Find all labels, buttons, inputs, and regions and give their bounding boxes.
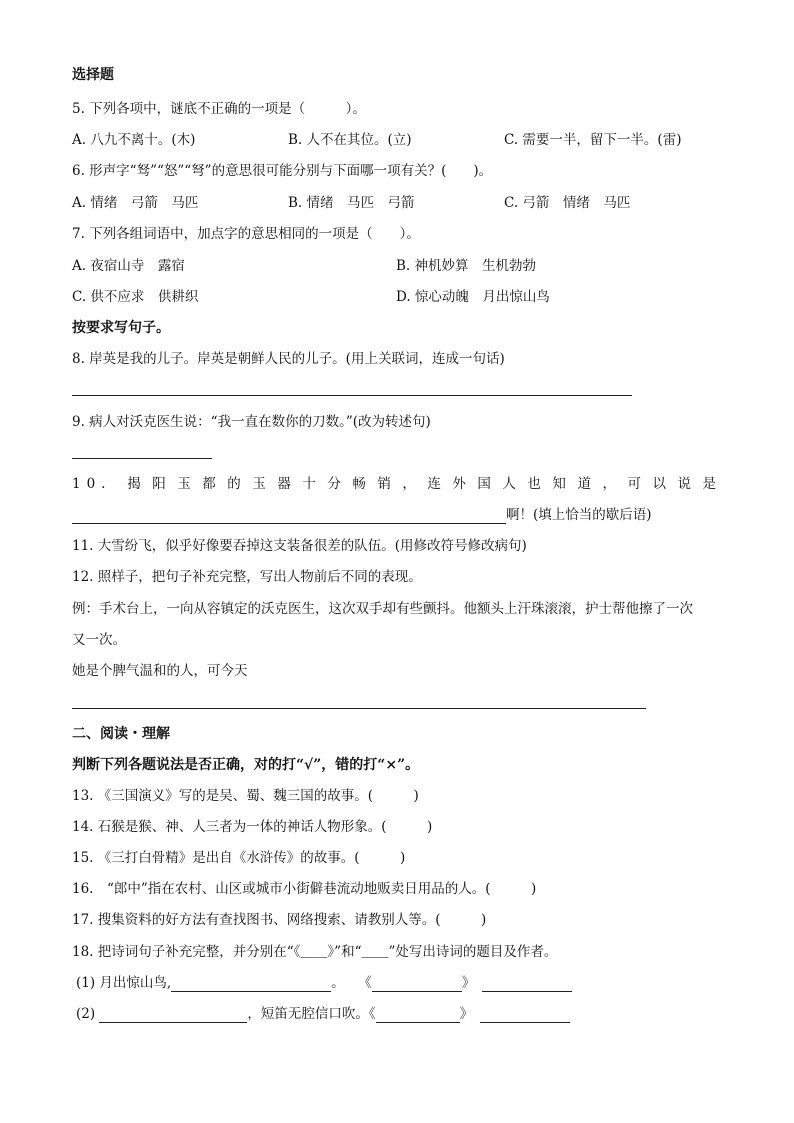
- question-14: 14. 石猴是猴、神、人三者为一体的神话人物形象。( ): [72, 819, 433, 835]
- question-18-line1-title-blank[interactable]: [372, 977, 462, 992]
- question-6-option-b: B. 情绪 马匹 弓箭: [288, 195, 415, 211]
- question-10-line: [72, 506, 652, 524]
- question-5-option-c: C. 需要一半，留下一半。(雷): [504, 132, 682, 148]
- question-18-line1-author-blank[interactable]: [482, 977, 572, 992]
- section-heading-choice: 选择题: [72, 67, 114, 83]
- question-18-line-2: [76, 1005, 570, 1023]
- question-8-answer-line[interactable]: [72, 395, 632, 396]
- question-7-option-d: D. 惊心动魄 月出惊山鸟: [396, 289, 550, 305]
- section-heading-reading: 二、阅读・理解: [72, 726, 170, 742]
- question-9-stem: 9. 病人对沃克医生说：“我一直在数你的刀数。”(改为转述句): [72, 414, 431, 430]
- question-10-answer-blank[interactable]: [72, 509, 506, 524]
- question-7-stem: 7. 下列各组词语中，加点字的意思相同的一项是（ ）。: [72, 226, 420, 242]
- question-18-line1-verse-blank[interactable]: [171, 977, 331, 992]
- question-12-example-line2: 又一次。: [72, 632, 126, 648]
- question-12-example-line1: 例：手术台上，一向从容镇定的沃克医生，这次双手却有些颤抖。他额头上汗珠滚滚，护士帮他擦了一次: [72, 601, 693, 617]
- section-instruction-judge: 判断下列各题说法是否正确，对的打“√”，错的打“×”。: [72, 757, 420, 773]
- question-6-option-a: A. 情绪 弓箭 马匹: [72, 195, 199, 211]
- question-16: 16. “郎中”指在农村、山区或城市小街僻巷流动地贩卖日用品的人。( ): [72, 881, 537, 897]
- question-18-line2-author-blank[interactable]: [480, 1008, 570, 1023]
- question-18-line2-close: 》: [459, 1006, 467, 1022]
- question-18-line1-mid: 。 《: [331, 975, 372, 991]
- question-10-stem: 10. 揭阳玉都的玉器十分畅销，连外国人也知道，可以说是: [72, 476, 722, 492]
- question-5-option-a: A. 八九不离十。(木): [72, 132, 196, 148]
- question-18-line1-text: (1) 月出惊山鸟,: [76, 975, 172, 991]
- question-8-stem: 8. 岸英是我的儿子。岸英是朝鲜人民的儿子。(用上关联词，连成一句话): [72, 351, 505, 367]
- question-12-prompt: 她是个脾气温和的人，可今天: [72, 663, 248, 679]
- question-18-line2-open: (2): [76, 1006, 96, 1022]
- question-10-tail: 啊！(填上恰当的歇后语): [506, 507, 652, 523]
- question-6-option-c: C. 弓箭 情绪 马匹: [504, 195, 631, 211]
- question-5-stem: 5. 下列各项中，谜底不正确的一项是（ ）。: [72, 101, 366, 117]
- question-7-option-a: A. 夜宿山寺 露宿: [72, 258, 185, 274]
- question-9-answer-line[interactable]: [72, 458, 212, 459]
- question-12-answer-line[interactable]: [72, 708, 646, 709]
- question-18-stem: 18. 把诗词句子补充完整，并分别在“《＿＿》”和“＿＿”处写出诗词的题目及作者。: [72, 944, 558, 960]
- question-18-line2-title-blank[interactable]: [376, 1008, 460, 1023]
- question-7-option-c: C. 供不应求 供耕织: [72, 289, 199, 305]
- question-7-option-b: B. 神机妙算 生机勃勃: [396, 258, 537, 274]
- question-17: 17. 搜集资料的好方法有查找图书、网络搜索、请教别人等。( ): [72, 912, 487, 928]
- question-11-stem: 11. 大雪纷飞，似乎好像要吞掉这支装备很差的队伍。(用修改符号修改病句): [72, 538, 527, 554]
- section-heading-sentences: 按要求写句子。: [72, 320, 170, 336]
- question-12-stem: 12. 照样子，把句子补充完整，写出人物前后不同的表现。: [72, 569, 422, 585]
- question-15: 15. 《三打白骨精》是出自《水浒传》的故事。( ): [72, 850, 406, 866]
- question-18-line2-text: ，短笛无腔信口吹。《: [247, 1006, 376, 1022]
- question-18-line-1: [76, 974, 572, 992]
- question-18-line2-verse-blank[interactable]: [99, 1008, 247, 1023]
- question-13: 13. 《三国演义》写的是吴、蜀、魏三国的故事。( ): [72, 788, 419, 804]
- question-6-stem: 6. 形声字“驽”“怒”“弩”的意思很可能分别与下面哪一项有关？( )。: [72, 163, 493, 179]
- question-18-line1-close: 》: [461, 975, 469, 991]
- question-5-option-b: B. 人不在其位。(立): [288, 132, 412, 148]
